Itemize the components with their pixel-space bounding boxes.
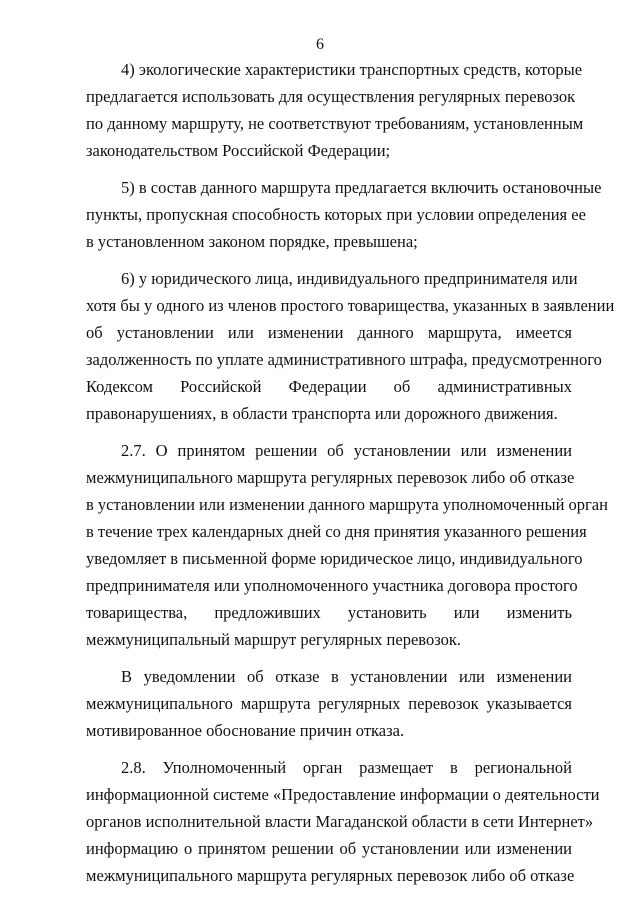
text-line: правонарушениях, в области транспорта или дорожного движения.: [86, 404, 558, 423]
text-line: 6) у юридического лица, индивидуального предпринимателя или: [121, 269, 578, 288]
text-line: предпринимателя или уполномоченного участника договора простого: [86, 576, 578, 595]
text-line: в установленном законом порядке, превышена;: [86, 232, 418, 251]
text-line: хотя бы у одного из членов простого товарищества, указанных в заявлении: [86, 296, 615, 315]
text-line: по данному маршруту, не соответствуют требованиям, установленным: [86, 114, 584, 133]
text-line: информацию о принятом решении об установлении или изменении: [86, 839, 572, 858]
text-line: уведомляет в письменной форме юридическое лицо, индивидуального: [86, 549, 583, 568]
text-line: законодательством Российской Федерации;: [86, 141, 391, 160]
text-line: 2.8. Уполномоченный орган размещает в региональной: [121, 758, 572, 777]
text-line: товарищества, предложивших установить или изменить: [86, 603, 572, 622]
text-line: межмуниципальный маршрут регулярных перевозок.: [86, 630, 462, 649]
text-line: задолженность по уплате административного штрафа, предусмотренного: [86, 350, 602, 369]
text-line: межмуниципального маршрута регулярных перевозок указывается: [86, 694, 572, 713]
text-line: 2.7. О принятом решении об установлении или изменении: [121, 441, 572, 460]
text-line: об установлении или изменении данного маршрута, имеется: [86, 323, 572, 342]
text-line: В уведомлении об отказе в установлении или изменении: [121, 667, 572, 686]
text-line: предлагается использовать для осуществления регулярных перевозок: [86, 87, 576, 106]
text-line: 4) экологические характеристики транспортных средств, которые: [121, 60, 583, 79]
text-line: 5) в состав данного маршрута предлагается включить остановочные: [121, 178, 602, 197]
text-line: межмуниципального маршрута регулярных перевозок либо об отказе: [86, 468, 575, 487]
text-line: межмуниципального маршрута регулярных перевозок либо об отказе: [86, 866, 575, 885]
text-line: Кодексом Российской Федерации об административных: [86, 377, 572, 396]
page-number: 6: [316, 36, 324, 53]
text-line: в течение трех календарных дней со дня принятия указанного решения: [86, 522, 587, 541]
text-line: информационной системе «Предоставление информации о деятельности: [86, 785, 600, 804]
text-line: мотивированное обоснование причин отказа.: [86, 721, 405, 740]
text-line: в установлении или изменении данного маршрута уполномоченный орган: [86, 495, 608, 514]
text-line: пункты, пропускная способность которых при условии определения ее: [86, 205, 586, 224]
text-line: органов исполнительной власти Магаданской области в сети Интернет»: [86, 812, 594, 831]
